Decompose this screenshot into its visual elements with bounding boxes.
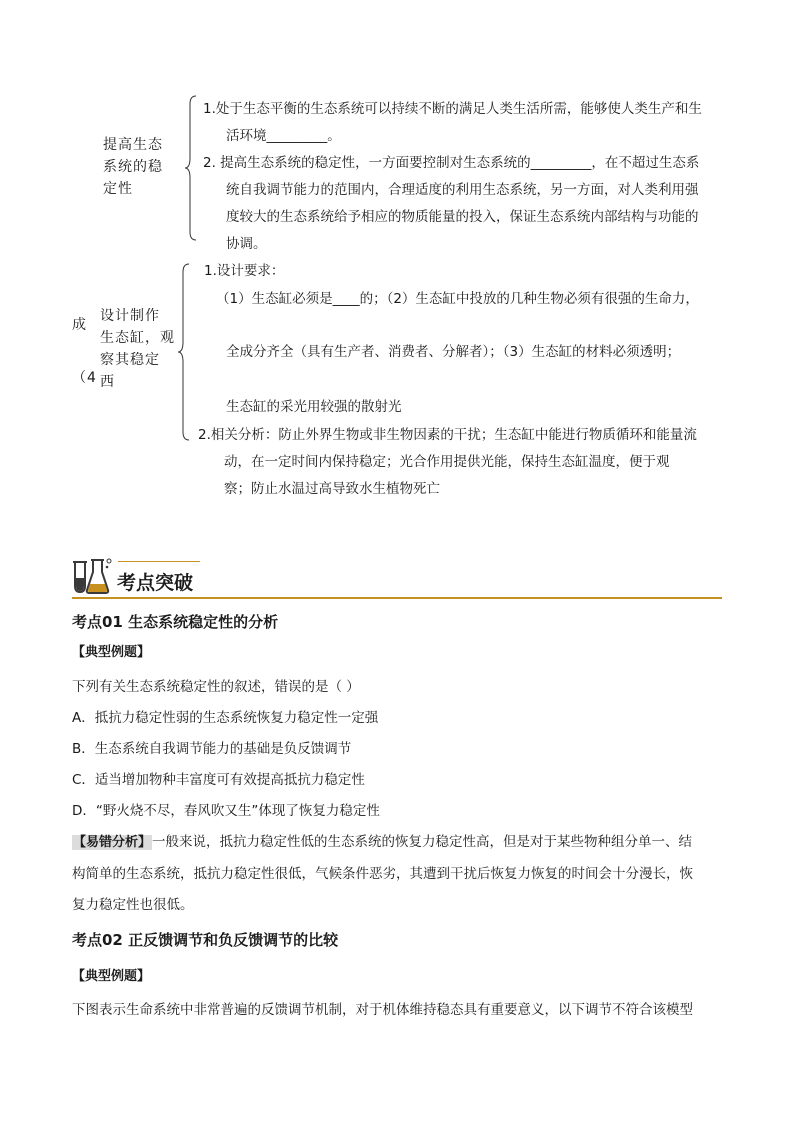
stability-line-4: 统自我调节能力的范围内，合理适度的利用生态系统，另一方面，对人类利用强	[226, 182, 699, 198]
side-label-line-1: 提高生态	[103, 137, 163, 153]
left-brace-icon	[177, 262, 191, 442]
stability-line-3: 2. 提高生态系统的稳定性，一方面要控制对生态系统的_________，在不超过生态系	[203, 155, 700, 171]
left-brace-icon	[184, 94, 198, 242]
kp1-analysis-line-2: 构简单的生态系统，抵抗力稳定性很低，气候条件恶劣，其遭到干扰后恢复力恢复的时间会十分漫长，恢	[72, 866, 693, 882]
kp1-analysis-line-3: 复力稳定性也很低。	[72, 897, 194, 913]
stability-line-6: 协调。	[226, 236, 267, 252]
kp1-option-d: D．“野火烧不尽，春风吹又生”体现了恢复力稳定性	[72, 803, 380, 819]
jar-line-7: 察；防止水温过高导致水生植物死亡	[224, 481, 440, 497]
stability-line-5: 度较大的生态系统给予相应的物质能量的投入，保证生态系统内部结构与功能的	[226, 209, 699, 225]
stability-line-1: 1.处于生态平衡的生态系统可以持续不断的满足人类生活所需，能够使人类生产和生	[203, 101, 702, 117]
left-fragment-2: （4	[72, 370, 97, 386]
banner-title: 考点突破	[117, 572, 194, 594]
jar-line-4: 生态缸的采光用较强的散射光	[226, 399, 402, 415]
jar-side-label-line-1: 设计制作	[100, 308, 160, 324]
kp1-example-tag: 【典型例题】	[72, 645, 151, 660]
title-top-rule	[118, 561, 200, 562]
lab-flask-icon	[71, 556, 113, 596]
jar-line-1: 1.设计要求：	[204, 263, 285, 279]
jar-line-3: 全成分齐全（具有生产者、消费者、分解者）；（3）生态缸的材料必须透明；	[226, 344, 681, 360]
kp1-analysis-line-1	[72, 830, 692, 850]
jar-line-2: （1）生态缸必须是____的；（2）生态缸中投放的几种生物必须有很强的生命力，	[216, 291, 699, 307]
kp1-option-b: B．生态系统自我调节能力的基础是负反馈调节	[72, 741, 352, 757]
kp2-example-tag: 【典型例题】	[72, 969, 151, 984]
side-label-line-2: 系统的稳	[103, 159, 163, 175]
jar-line-5: 2.相关分析：防止外界生物或非生物因素的干扰；生态缸中能进行物质循环和能量流	[198, 427, 697, 443]
side-label-line-3: 定性	[103, 181, 133, 197]
kp1-analysis-tag: 【易错分析】	[73, 835, 152, 850]
kp1-heading: 考点01 生态系统稳定性的分析	[72, 613, 279, 631]
jar-side-label-line-3: 察其稳定	[100, 352, 160, 368]
jar-side-label-line-4: 西	[100, 374, 115, 390]
kp1-analysis-text-1: 一般来说，抵抗力稳定性低的生态系统的恢复力稳定性高，但是对于某些物种组分单一、结	[152, 834, 693, 850]
jar-side-label-line-2: 生态缸，观	[100, 330, 175, 346]
stability-line-2: 活环境_________。	[226, 128, 341, 144]
kp1-option-a: A．抵抗力稳定性弱的生态系统恢复力稳定性一定强	[72, 710, 379, 726]
banner-underline	[72, 597, 722, 599]
left-fragment-1: 成	[72, 317, 87, 333]
kp2-heading: 考点02 正反馈调节和负反馈调节的比较	[72, 931, 339, 949]
jar-line-6: 动，在一定时间内保持稳定；光合作用提供光能，保持生态缸温度，便于观	[224, 454, 670, 470]
kp2-question: 下图表示生命系统中非常普遍的反馈调节机制，对于机体维持稳态具有重要意义，以下调节不符合该模型	[72, 1002, 693, 1018]
kp1-question: 下列有关生态系统稳定性的叙述，错误的是（ ）	[72, 679, 360, 695]
kp1-option-c: C．适当增加物种丰富度可有效提高抵抗力稳定性	[72, 772, 365, 788]
